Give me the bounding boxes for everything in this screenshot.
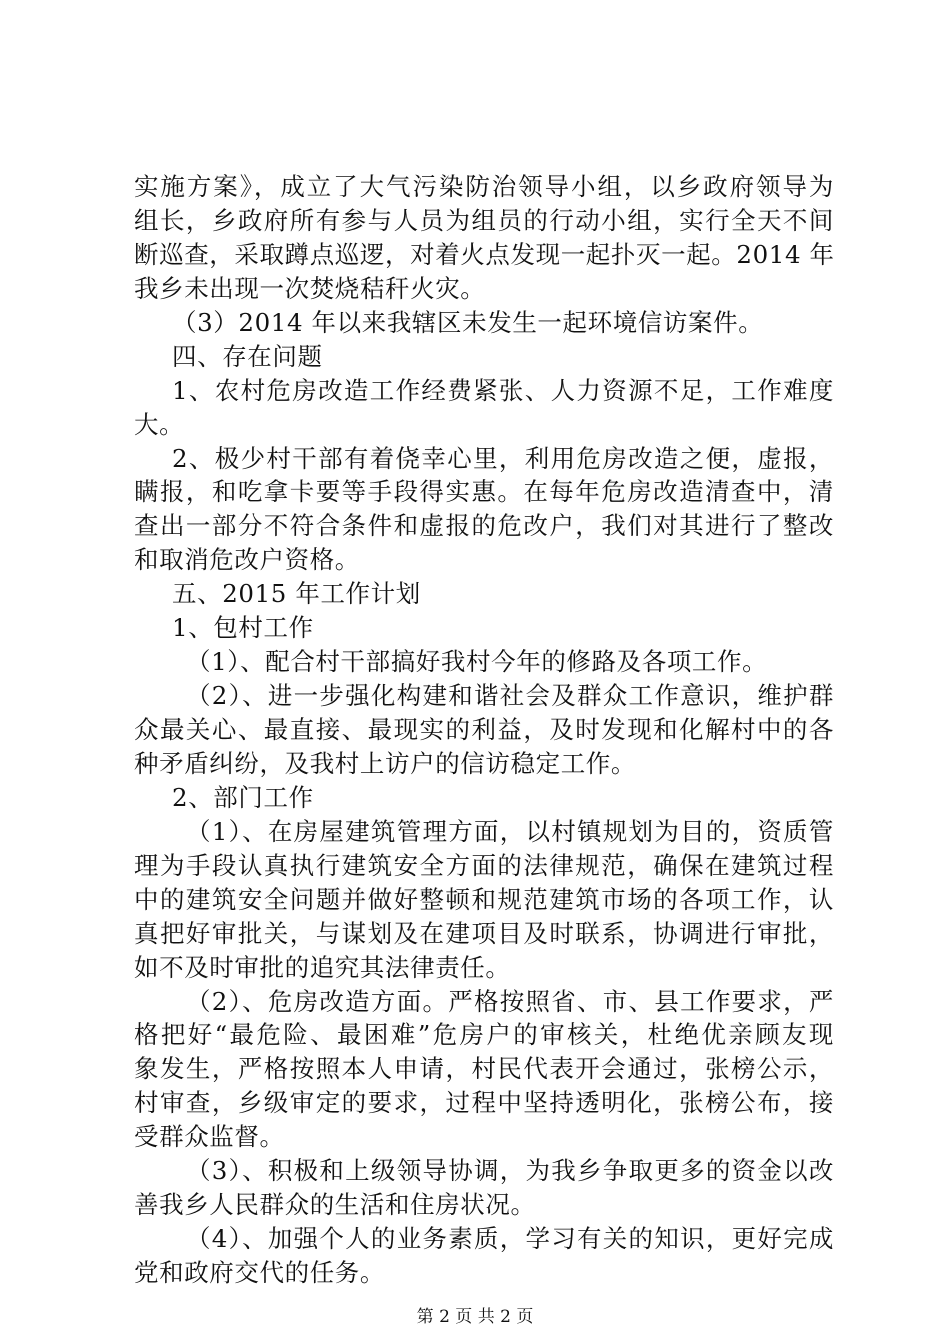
body-line: 断巡查，采取蹲点巡逻，对着火点发现一起扑灭一起。2014 年: [134, 240, 835, 269]
body-line: 查出一部分不符合条件和虚报的危改户，我们对其进行了整改: [134, 511, 834, 540]
body-line: 如不及时审批的追究其法律责任。: [134, 953, 511, 982]
body-line: 1、农村危房改造工作经费紧张、人力资源不足，工作难度: [172, 376, 834, 405]
subsection-heading: 2、部门工作: [172, 783, 314, 812]
body-line: 和取消危改户资格。: [134, 545, 360, 574]
body-line: 格把好“最危险、最困难”危房户的审核关，杜绝优亲顾友现: [134, 1020, 834, 1049]
body-line: 村审查，乡级审定的要求，过程中坚持透明化，张榜公布，接: [134, 1088, 834, 1117]
body-line: （3）、积极和上级领导协调，为我乡争取更多的资金以改: [186, 1156, 834, 1185]
body-line: 理为手段认真执行建筑安全方面的法律规范，确保在建筑过程: [134, 851, 834, 880]
body-line: 瞒报，和吃拿卡要等手段得实惠。在每年危房改造清查中，清: [134, 477, 834, 506]
body-line: 真把好审批关，与谋划及在建项目及时联系，协调进行审批，: [134, 919, 834, 948]
body-line: 2、极少村干部有着侥幸心里，利用危房改造之便，虚报，: [172, 444, 834, 473]
body-line: （4）、加强个人的业务素质，学习有关的知识，更好完成: [186, 1224, 834, 1253]
body-line: 党和政府交代的任务。: [134, 1258, 385, 1287]
section-heading: 四、存在问题: [172, 342, 323, 371]
subsection-heading: 1、包村工作: [172, 613, 314, 642]
section-heading: 五、2015 年工作计划: [172, 579, 421, 608]
body-line: （3）2014 年以来我辖区未发生一起环境信访案件。: [172, 308, 764, 337]
body-line: 受群众监督。: [134, 1122, 285, 1151]
body-line: 善我乡人民群众的生活和住房状况。: [134, 1190, 536, 1219]
body-line: 种矛盾纠纷，及我村上访户的信访稳定工作。: [134, 749, 636, 778]
body-line: 大。: [134, 410, 185, 439]
body-line: （1）、在房屋建筑管理方面，以村镇规划为目的，资质管: [186, 817, 834, 846]
body-line: （2）、进一步强化构建和谐社会及群众工作意识，维护群: [186, 681, 834, 710]
body-line: 组长，乡政府所有参与人员为组员的行动小组，实行全天不间: [134, 206, 834, 235]
body-line: （1）、配合村干部搞好我村今年的修路及各项工作。: [186, 647, 768, 676]
body-line: （2）、危房改造方面。严格按照省、市、县工作要求，严: [186, 987, 834, 1016]
body-line: 象发生，严格按照本人申请，村民代表开会通过，张榜公示，: [134, 1054, 834, 1083]
body-line: 众最关心、最直接、最现实的利益，及时发现和化解村中的各: [134, 715, 834, 744]
page-footer: 第 2 页 共 2 页: [416, 1307, 534, 1327]
body-line: 中的建筑安全问题并做好整顿和规范建筑市场的各项工作，认: [134, 885, 834, 914]
body-line: 实施方案》，成立了大气污染防治领导小组，以乡政府领导为: [134, 172, 834, 201]
body-line: 我乡未出现一次焚烧秸秆火灾。: [134, 274, 486, 303]
